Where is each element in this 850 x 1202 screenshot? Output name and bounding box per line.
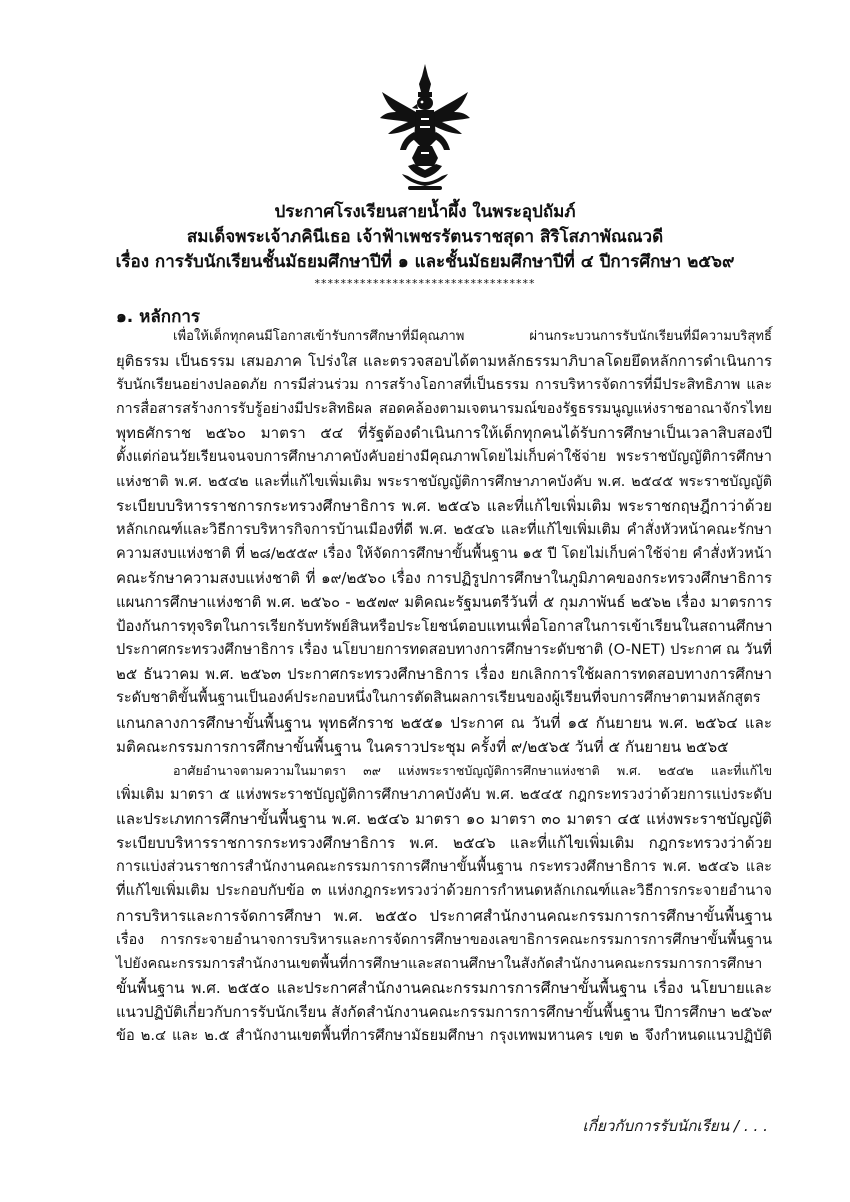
paragraph-line: รับนักเรียนอย่างปลอดภัย การมีส่วนร่วม การสร้างโอกาสที่เป็นธรรม การบริหารจัดการที่มีประสิทธิภาพ และ bbox=[116, 377, 772, 394]
paragraph-line: ขั้นพื้นฐาน พ.ศ. ๒๕๕๐ และประกาศสำนักงานคณะกรรมการการศึกษาขั้นพื้นฐาน เรื่อง นโยบายและ bbox=[116, 978, 772, 997]
paragraph-line: ระดับชาติขั้นพื้นฐานเป็นองค์ประกอบหนึ่งในการตัดสินผลการเรียนของผู้เรียนที่จบการศึกษาตามหลักสูตร bbox=[116, 689, 761, 707]
paragraph-line: ประกาศกระทรวงศึกษาธิการ เรื่อง นโยบายการทดสอบทางการศึกษาระดับชาติ (O-NET) ประกาศ ณ วันที่ bbox=[116, 641, 772, 659]
paragraph-line: ยุติธรรม เป็นธรรม เสมอภาค โปร่งใส และตรวจสอบได้ตามหลักธรรมาภิบาลโดยยึดหลักการดำเนินการ bbox=[116, 352, 772, 371]
section-heading: ๑. หลักการ bbox=[116, 307, 201, 327]
paragraph-principles bbox=[116, 325, 772, 759]
paragraph-line: การสื่อสารสร้างการรับรู้อย่างมีประสิทธิผล สอดคล้องตามเจตนารมณ์ของรัฐธรรมนูญแห่งราชอาณาจักรไทย bbox=[116, 401, 772, 418]
paragraph-line: ระเบียบบริหารราชการกระทรวงศึกษาธิการ พ.ศ. ๒๕๔๖ และที่แก้ไขเพิ่มเติม พระราชกฤษฎีกาว่าด้วย bbox=[116, 496, 772, 515]
paragraph-line: ระเบียบบริหารราชการกระทรวงศึกษาธิการ พ.ศ. ๒๕๔๖ และที่แก้ไขเพิ่มเติม กฎกระทรวงว่าด้วย bbox=[116, 834, 772, 853]
paragraph-line: ความสงบแห่งชาติ ที่ ๒๘/๒๕๕๙ เรื่อง ให้จัดการศึกษาขั้นพื้นฐาน ๑๕ ปี โดยไม่เก็บค่าใช้จ่าย คำสั่งหัวหน้า bbox=[116, 544, 772, 562]
paragraph-line: ไปยังคณะกรรมการสำนักงานเขตพื้นที่การศึกษาและสถานศึกษาในสังกัดสำนักงานคณะกรรมการการศึกษา bbox=[116, 955, 763, 972]
garuda-emblem-icon bbox=[378, 62, 472, 192]
paragraph-line: คณะรักษาความสงบแห่งชาติ ที่ ๑๙/๒๕๖๐ เรื่อง การปฏิรูปการศึกษาในภูมิภาคของกระทรวงศึกษาธิการ bbox=[116, 568, 772, 587]
paragraph-line: และประเภทการศึกษาขั้นพื้นฐาน พ.ศ. ๒๕๔๖ มาตรา ๑๐ มาตรา ๓๐ มาตรา ๔๕ แห่งพระราชบัญญัติ bbox=[116, 810, 772, 829]
paragraph-authority bbox=[116, 759, 772, 1048]
paragraph-line: เพื่อให้เด็กทุกคนมีโอกาสเข้ารับการศึกษาที่มีคุณภาพ ผ่านกระบวนการรับนักเรียนที่มีความบริสุทธิ์ bbox=[173, 329, 772, 344]
paragraph-line: เพิ่มเติม มาตรา ๕ แห่งพระราชบัญญัติการศึกษาภาคบังคับ พ.ศ. ๒๕๔๕ กฎกระทรวงว่าด้วยการแบ่งระดับ bbox=[116, 786, 772, 804]
paragraph-line: เรื่อง การกระจายอำนาจการบริหารและการจัดการศึกษาของเลขาธิการคณะกรรมการการศึกษาขั้นพื้นฐาน bbox=[116, 931, 772, 948]
paragraph-line: แกนกลางการศึกษาขั้นพื้นฐาน พุทธศักราช ๒๕๕๑ ประกาศ ณ วันที่ ๑๕ กันยายน พ.ศ. ๒๕๖๔ และ bbox=[116, 713, 772, 732]
paragraph-line: พุทธศักราช ๒๕๖๐ มาตรา ๕๔ ที่รัฐต้องดำเนินการให้เด็กทุกคนได้รับการศึกษาเป็นเวลาสิบสองปี bbox=[116, 424, 772, 443]
paragraph-line: การแบ่งส่วนราชการสำนักงานคณะกรรมการการศึกษาขั้นพื้นฐาน กระทรวงศึกษาธิการ พ.ศ. ๒๕๔๖ และ bbox=[116, 858, 772, 876]
paragraph-line: หลักเกณฑ์และวิธีการบริหารกิจการบ้านเมืองที่ดี พ.ศ. ๒๕๔๖ และที่แก้ไขเพิ่มเติม คำสั่งหัวหน้าคณะรักษา bbox=[116, 520, 772, 538]
paragraph-line: แห่งชาติ พ.ศ. ๒๕๔๒ และที่แก้ไขเพิ่มเติม พระราชบัญญัติการศึกษาภาคบังคับ พ.ศ. ๒๕๔๕ พระราชบัญญัติ bbox=[116, 473, 772, 490]
announcement-subject: เรื่อง การรับนักเรียนชั้นมัธยมศึกษาปีที่ ๑ และชั้นมัธยมศึกษาปีที่ ๔ ปีการศึกษา ๒๕๖๙ bbox=[115, 252, 735, 272]
paragraph-line: ๒๕ ธันวาคม พ.ศ. ๒๕๖๓ ประกาศกระทรวงศึกษาธิการ เรื่อง ยกเลิกการใช้ผลการทดสอบทางการศึกษา bbox=[116, 665, 772, 684]
paragraph-line-last: มติคณะกรรมการการศึกษาขั้นพื้นฐาน ในคราวประชุม ครั้งที่ ๙/๒๕๖๕ วันที่ ๕ กันยายน ๒๕๖๕ bbox=[116, 737, 729, 756]
paragraph-line: การบริหารและการจัดการศึกษา พ.ศ. ๒๕๕๐ ประกาศสำนักงานคณะกรรมการการศึกษาขั้นพื้นฐาน bbox=[116, 906, 772, 925]
paragraph-line: ป้องกันการทุจริตในการเรียกรับทรัพย์สินหรือประโยชน์ตอบแทนเพื่อโอกาสในการเข้าเรียนในสถานศึกษา bbox=[116, 617, 773, 636]
paragraph-line: ข้อ ๒.๔ และ ๒.๕ สำนักงานเขตพื้นที่การศึกษามัธยมศึกษา กรุงเทพมหานคร เขต ๒ จึงกำหนดแนวปฏิบัติ bbox=[116, 1027, 772, 1045]
paragraph-line: แนวปฏิบัติเกี่ยวกับการรับนักเรียน สังกัดสำนักงานคณะกรรมการการศึกษาขั้นพื้นฐาน ปีการศึกษา ๒๕๖๙ bbox=[116, 1002, 773, 1021]
paragraph-line: ที่แก้ไขเพิ่มเติม ประกอบกับข้อ ๓ แห่งกฎกระทรวงว่าด้วยการกำหนดหลักเกณฑ์และวิธีการกระจายอำนาจ bbox=[116, 882, 772, 900]
separator-line: ********************************** bbox=[314, 277, 536, 290]
announcement-title-patron: สมเด็จพระเจ้าภคินีเธอ เจ้าฟ้าเพชรรัตนราชสุดา สิริโสภาพัณณวดี bbox=[186, 227, 664, 247]
paragraph-line: แผนการศึกษาแห่งชาติ พ.ศ. ๒๕๖๐ - ๒๕๗๙ มติคณะรัฐมนตรีวันที่ ๕ กุมภาพันธ์ ๒๕๖๒ เรื่อง มาตรการ bbox=[116, 593, 772, 612]
announcement-title-school: ประกาศโรงเรียนสายน้ำผึ้ง ในพระอุปถัมภ์ bbox=[274, 202, 576, 222]
paragraph-line: ตั้งแต่ก่อนวัยเรียนจนจบการศึกษาภาคบังคับอย่างมีคุณภาพโดยไม่เก็บค่าใช้จ่าย พระราชบัญญัติการศึกษา bbox=[116, 448, 772, 466]
continuation-note: เกี่ยวกับการรับนักเรียน / . . . bbox=[582, 1117, 768, 1135]
paragraph-line: อาศัยอำนาจตามความในมาตรา ๓๙ แห่งพระราชบัญญัติการศึกษาแห่งชาติ พ.ศ. ๒๕๔๒ และที่แก้ไข bbox=[173, 763, 772, 778]
